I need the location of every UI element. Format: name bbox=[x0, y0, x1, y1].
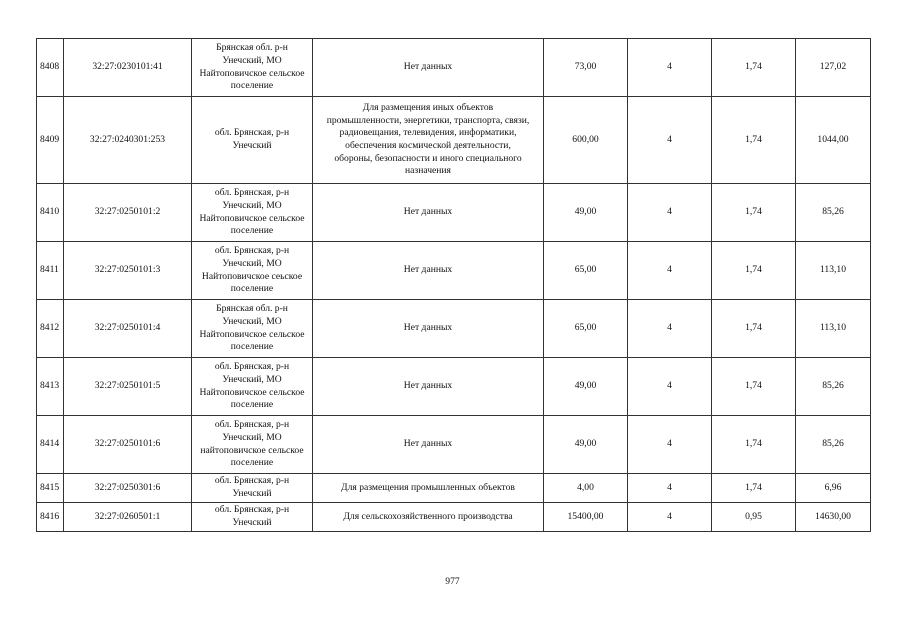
coefficient: 1,74 bbox=[712, 39, 796, 97]
permitted-use: Нет данных bbox=[313, 300, 544, 358]
address: Брянская обл. р-н Унечский, МО Найтоповичское сельское поселение bbox=[192, 300, 313, 358]
table-row bbox=[37, 97, 871, 184]
table-row bbox=[37, 358, 871, 416]
address: обл. Брянская, р-н Унечский, МО найтоповичское сельское поселение bbox=[192, 416, 313, 474]
value: 85,26 bbox=[796, 358, 871, 416]
row-number: 8416 bbox=[37, 503, 64, 532]
area: 49,00 bbox=[544, 358, 628, 416]
row-number: 8413 bbox=[37, 358, 64, 416]
table-row bbox=[37, 416, 871, 474]
row-number: 8408 bbox=[37, 39, 64, 97]
cadastral-number: 32:27:0260501:1 bbox=[64, 503, 192, 532]
address: обл. Брянская, р-н Унечский, МО Найтоповичское сельское поселение bbox=[192, 184, 313, 242]
group: 4 bbox=[628, 358, 712, 416]
group: 4 bbox=[628, 184, 712, 242]
permitted-use: Нет данных bbox=[313, 358, 544, 416]
group: 4 bbox=[628, 474, 712, 503]
cadastral-number: 32:27:0250101:6 bbox=[64, 416, 192, 474]
coefficient: 1,74 bbox=[712, 97, 796, 184]
value: 113,10 bbox=[796, 242, 871, 300]
page-number: 977 bbox=[445, 576, 460, 587]
address: обл. Брянская, р-н Унечский, МО Найтоповичское сельское поселение bbox=[192, 358, 313, 416]
cadastral-number: 32:27:0250101:3 bbox=[64, 242, 192, 300]
cadastral-number: 32:27:0250101:4 bbox=[64, 300, 192, 358]
area: 49,00 bbox=[544, 184, 628, 242]
value: 85,26 bbox=[796, 416, 871, 474]
table-row bbox=[37, 184, 871, 242]
permitted-use: Для сельскохозяйственного производства bbox=[313, 503, 544, 532]
group: 4 bbox=[628, 416, 712, 474]
area: 600,00 bbox=[544, 97, 628, 184]
group: 4 bbox=[628, 242, 712, 300]
group: 4 bbox=[628, 503, 712, 532]
value: 1044,00 bbox=[796, 97, 871, 184]
cadastral-number: 32:27:0250101:5 bbox=[64, 358, 192, 416]
coefficient: 1,74 bbox=[712, 300, 796, 358]
value: 14630,00 bbox=[796, 503, 871, 532]
cadastral-number: 32:27:0240301:253 bbox=[64, 97, 192, 184]
address: Брянская обл. р-н Унечский, МО Найтоповичское сельское поселение bbox=[192, 39, 313, 97]
table-row bbox=[37, 300, 871, 358]
coefficient: 1,74 bbox=[712, 474, 796, 503]
group: 4 bbox=[628, 300, 712, 358]
coefficient: 1,74 bbox=[712, 242, 796, 300]
permitted-use: Для размещения иных объектов промышленности, энергетики, транспорта, связи, радиовещания, телевидения, информатики, обеспечения космической деятельности, обороны, безопасности и иного специального назначения bbox=[313, 97, 544, 184]
value: 113,10 bbox=[796, 300, 871, 358]
row-number: 8409 bbox=[37, 97, 64, 184]
value: 85,26 bbox=[796, 184, 871, 242]
table-row bbox=[37, 503, 871, 532]
area: 73,00 bbox=[544, 39, 628, 97]
address: обл. Брянская, р-н Унечский bbox=[192, 474, 313, 503]
coefficient: 1,74 bbox=[712, 184, 796, 242]
address: обл. Брянская, р-н Унечский bbox=[192, 97, 313, 184]
row-number: 8410 bbox=[37, 184, 64, 242]
value: 127,02 bbox=[796, 39, 871, 97]
row-number: 8412 bbox=[37, 300, 64, 358]
table-row bbox=[37, 39, 871, 97]
coefficient: 1,74 bbox=[712, 358, 796, 416]
address: обл. Брянская, р-н Унечский, МО Найтоповичское сеьское поселение bbox=[192, 242, 313, 300]
cadastral-number: 32:27:0250301:6 bbox=[64, 474, 192, 503]
permitted-use: Нет данных bbox=[313, 242, 544, 300]
row-number: 8415 bbox=[37, 474, 64, 503]
permitted-use: Нет данных bbox=[313, 184, 544, 242]
group: 4 bbox=[628, 39, 712, 97]
permitted-use: Для размещения промышленных объектов bbox=[313, 474, 544, 503]
area: 65,00 bbox=[544, 242, 628, 300]
permitted-use: Нет данных bbox=[313, 416, 544, 474]
address: обл. Брянская, р-н Унечский bbox=[192, 503, 313, 532]
area: 65,00 bbox=[544, 300, 628, 358]
permitted-use: Нет данных bbox=[313, 39, 544, 97]
land-plots-table bbox=[36, 38, 871, 532]
coefficient: 0,95 bbox=[712, 503, 796, 532]
cadastral-number: 32:27:0250101:2 bbox=[64, 184, 192, 242]
table-row bbox=[37, 242, 871, 300]
table-row bbox=[37, 474, 871, 503]
coefficient: 1,74 bbox=[712, 416, 796, 474]
area: 15400,00 bbox=[544, 503, 628, 532]
group: 4 bbox=[628, 97, 712, 184]
area: 4,00 bbox=[544, 474, 628, 503]
row-number: 8414 bbox=[37, 416, 64, 474]
cadastral-number: 32:27:0230101:41 bbox=[64, 39, 192, 97]
row-number: 8411 bbox=[37, 242, 64, 300]
value: 6,96 bbox=[796, 474, 871, 503]
area: 49,00 bbox=[544, 416, 628, 474]
